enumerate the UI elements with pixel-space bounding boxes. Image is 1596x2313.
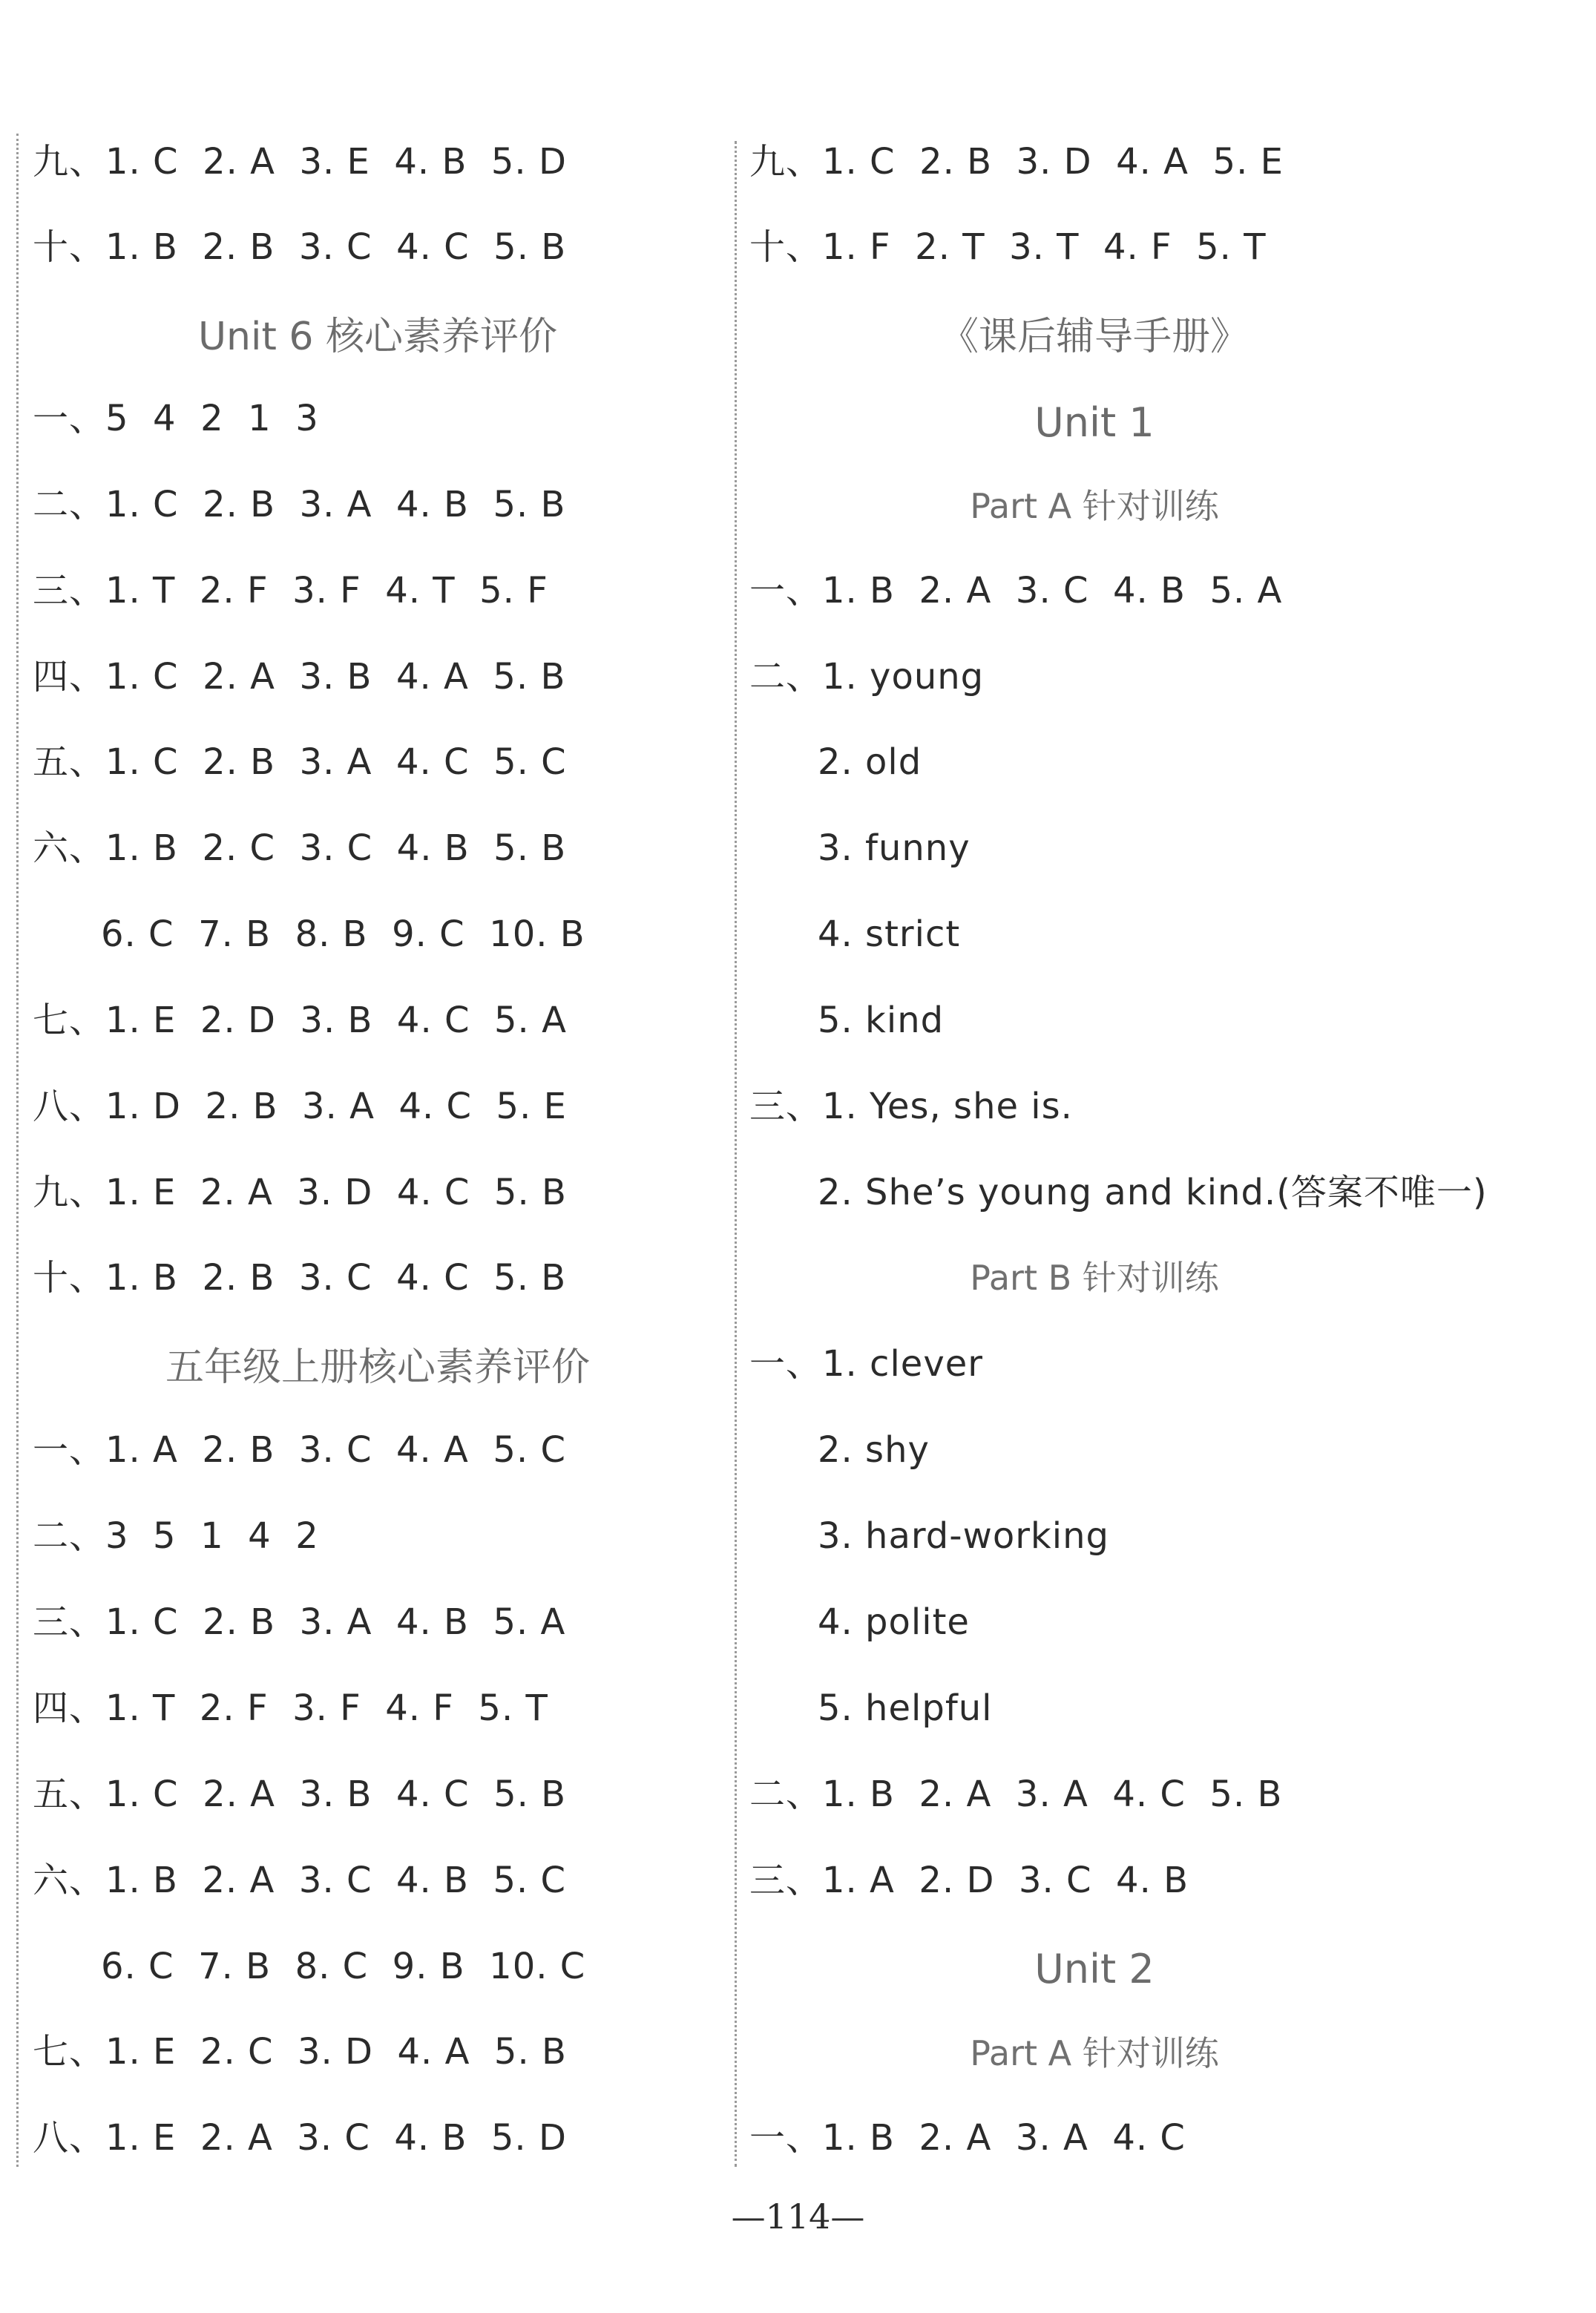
answer-line: 2. shy: [818, 1429, 930, 1471]
answer-line: 三、1. A 2. D 3. C 4. B: [749, 1860, 1189, 1901]
answer-line: 九、1. C 2. A 3. E 4. B 5. D: [33, 141, 567, 183]
answer-line: 六、1. B 2. C 3. C 4. B 5. B: [33, 827, 567, 869]
answer-line: 一、1. B 2. A 3. C 4. B 5. A: [749, 570, 1283, 611]
answer-line: 九、1. C 2. B 3. D 4. A 5. E: [749, 141, 1284, 183]
answer-line: 4. polite: [818, 1601, 970, 1643]
answer-line: 五、1. C 2. A 3. B 4. C 5. B: [33, 1774, 567, 1815]
answer-line: 三、1. Yes, she is.: [749, 1086, 1073, 1127]
answer-line: 6. C 7. B 8. B 9. C 10. B: [101, 913, 585, 955]
answer-line: 四、1. C 2. A 3. B 4. A 5. B: [33, 656, 566, 698]
part-heading: Part A 针对训练: [970, 486, 1219, 526]
answer-line: 七、1. E 2. D 3. B 4. C 5. A: [33, 1000, 567, 1041]
answer-line: 5. kind: [818, 1000, 945, 1041]
answer-line: 一、1. B 2. A 3. A 4. C: [749, 2117, 1186, 2159]
unit-heading: Unit 1: [1034, 399, 1155, 446]
part-heading: Part A 针对训练: [970, 2033, 1219, 2073]
left-margin-rule: [16, 134, 19, 2167]
answer-line: 五、1. C 2. B 3. A 4. C 5. C: [33, 741, 567, 783]
part-heading: Part B 针对训练: [970, 1258, 1219, 1298]
answer-line: 4. strict: [818, 913, 961, 955]
answer-line: 八、1. D 2. B 3. A 4. C 5. E: [33, 1086, 567, 1127]
answer-line: 3. funny: [818, 827, 971, 869]
answer-line: 5. helpful: [818, 1687, 993, 1729]
page-number: —114—: [731, 2196, 865, 2237]
answer-line: 二、1. C 2. B 3. A 4. B 5. B: [33, 484, 566, 525]
answer-line: 3. hard-working: [818, 1515, 1109, 1557]
answer-line: 六、1. B 2. A 3. C 4. B 5. C: [33, 1860, 567, 1901]
answer-line: 二、1. young: [749, 656, 985, 698]
answer-line: 九、1. E 2. A 3. D 4. C 5. B: [33, 1172, 567, 1213]
section-heading-unit6: Unit 6 核心素养评价: [198, 315, 557, 359]
answer-line: 三、1. T 2. F 3. F 4. T 5. F: [33, 570, 548, 611]
answer-line: 6. C 7. B 8. C 9. B 10. C: [101, 1946, 586, 1987]
answer-line: 2. She’s young and kind.(答案不唯一): [818, 1172, 1488, 1213]
answer-line: 一、5 4 2 1 3: [33, 398, 319, 439]
answer-line: 十、1. B 2. B 3. C 4. C 5. B: [33, 1257, 567, 1299]
answer-line: 八、1. E 2. A 3. C 4. B 5. D: [33, 2117, 567, 2159]
unit-heading: Unit 2: [1034, 1946, 1155, 1992]
answer-line: 2. old: [818, 741, 922, 783]
answer-line: 一、1. clever: [749, 1343, 983, 1385]
answer-line: 二、3 5 1 4 2: [33, 1515, 319, 1557]
answer-line: 十、1. F 2. T 3. T 4. F 5. T: [749, 226, 1267, 268]
section-heading-handbook: 《课后辅导手册》: [939, 315, 1249, 359]
column-divider: [735, 141, 737, 2167]
answer-line: 三、1. C 2. B 3. A 4. B 5. A: [33, 1601, 566, 1643]
answer-line: 一、1. A 2. B 3. C 4. A 5. C: [33, 1429, 566, 1471]
answer-line: 二、1. B 2. A 3. A 4. C 5. B: [749, 1774, 1283, 1815]
answer-line: 七、1. E 2. C 3. D 4. A 5. B: [33, 2031, 567, 2073]
answer-line: 十、1. B 2. B 3. C 4. C 5. B: [33, 226, 567, 268]
section-heading-grade5: 五年级上册核心素养评价: [165, 1345, 590, 1390]
answer-line: 四、1. T 2. F 3. F 4. F 5. T: [33, 1687, 548, 1729]
